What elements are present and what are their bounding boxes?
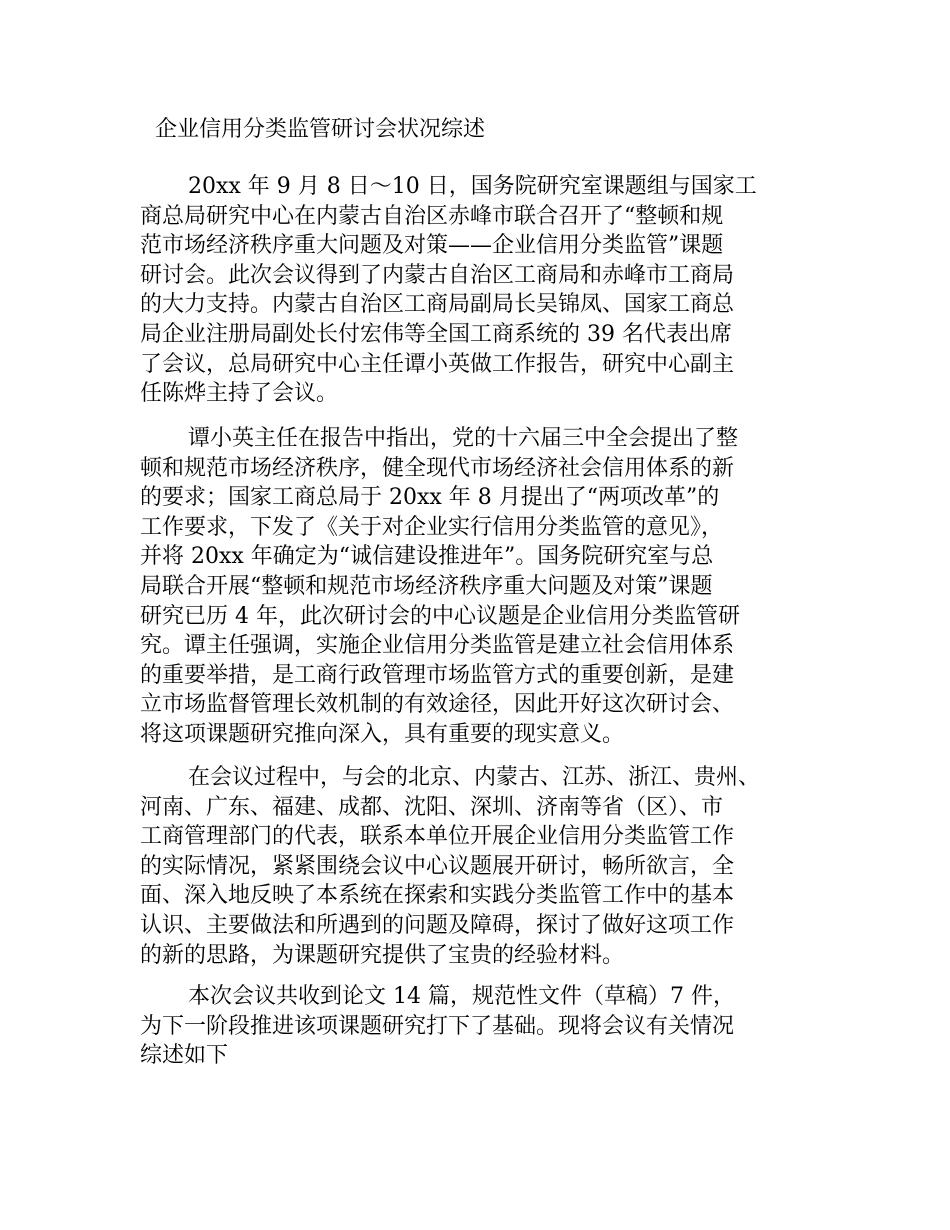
paragraph-4 — [140, 982, 735, 1071]
paragraph-line: 工作要求，下发了《关于对企业实行信用分类监管的意见》， — [140, 514, 724, 540]
paragraph-line: 商总局研究中心在内蒙古自治区赤峰市联合召开了“整顿和规 — [140, 203, 724, 229]
paragraph-line: 将这项课题研究推向深入，具有重要的现实意义。 — [140, 721, 625, 747]
paragraph-line: 工商管理部门的代表，联系本单位开展企业信用分类监管工作 — [140, 824, 735, 850]
paragraph-line: 并将 20xx 年确定为“诚信建设推进年”。国务院研究室与总 — [140, 544, 714, 570]
paragraph-line: 范市场经济秩序重大问题及对策——企业信用分类监管”课题 — [140, 233, 724, 259]
paragraph-line: 顿和规范市场经济秩序，健全现代市场经济社会信用体系的新 — [140, 455, 735, 481]
paragraph-line: 的实际情况，紧紧围绕会议中心议题展开研讨，畅所欲言，全 — [140, 853, 735, 879]
paragraph-line: 的大力支持。内蒙古自治区工商局副局长吴锦凤、国家工商总 — [140, 292, 735, 318]
paragraph-line: 河南、广东、福建、成都、沈阳、深圳、济南等省（区）、市 — [140, 794, 724, 820]
paragraph-line: 任陈烨主持了会议。 — [140, 381, 339, 407]
paragraph-line: 本次会议共收到论文 14 篇，规范性文件（草稿）7 件， — [188, 984, 735, 1009]
paragraph-line: 为下一阶段推进该项课题研究打下了基础。现将会议有关情况 — [140, 1013, 735, 1039]
paragraph-line: 在会议过程中，与会的北京、内蒙古、江苏、浙江、贵州、 — [188, 765, 761, 790]
paragraph-line: 局企业注册局副处长付宏伟等全国工商系统的 39 名代表出席 — [140, 321, 732, 347]
paragraph-2 — [140, 424, 740, 750]
paragraph-line: 20xx 年 9 月 8 日～10 日，国务院研究室课题组与国家工 — [188, 174, 757, 199]
paragraph-line: 了会议，总局研究中心主任谭小英做工作报告，研究中心副主 — [140, 351, 735, 377]
paragraph-line: 面、深入地反映了本系统在探索和实践分类监管工作中的基本 — [140, 883, 735, 909]
paragraph-line: 的要求；国家工商总局于 20xx 年 8 月提出了“两项改革”的 — [140, 485, 720, 511]
paragraph-line: 的新的思路，为课题研究提供了宝贵的经验材料。 — [140, 942, 625, 968]
paragraph-line: 研讨会。此次会议得到了内蒙古自治区工商局和赤峰市工商局 — [140, 262, 735, 288]
paragraph-line: 立市场监督管理长效机制的有效途径，因此开好这次研讨会、 — [140, 692, 735, 718]
document-title: 企业信用分类监管研讨会状况综述 — [155, 117, 486, 142]
paragraph-line: 谭小英主任在报告中指出，党的十六届三中全会提出了整 — [188, 426, 739, 451]
paragraph-line: 究。谭主任强调，实施企业信用分类监管是建立社会信用体系 — [140, 633, 735, 659]
paragraph-line: 研究已历 4 年，此次研讨会的中心议题是企业信用分类监管研 — [140, 603, 740, 629]
paragraph-line: 局联合开展“整顿和规范市场经济秩序重大问题及对策”课题 — [140, 573, 713, 599]
paragraph-1 — [140, 172, 757, 409]
paragraph-3 — [140, 763, 760, 970]
paragraph-line: 综述如下 — [140, 1043, 229, 1069]
paragraph-line: 的重要举措，是工商行政管理市场监管方式的重要创新，是建 — [140, 662, 735, 688]
paragraph-line: 认识、主要做法和所遇到的问题及障碍，探讨了做好这项工作 — [140, 912, 735, 938]
